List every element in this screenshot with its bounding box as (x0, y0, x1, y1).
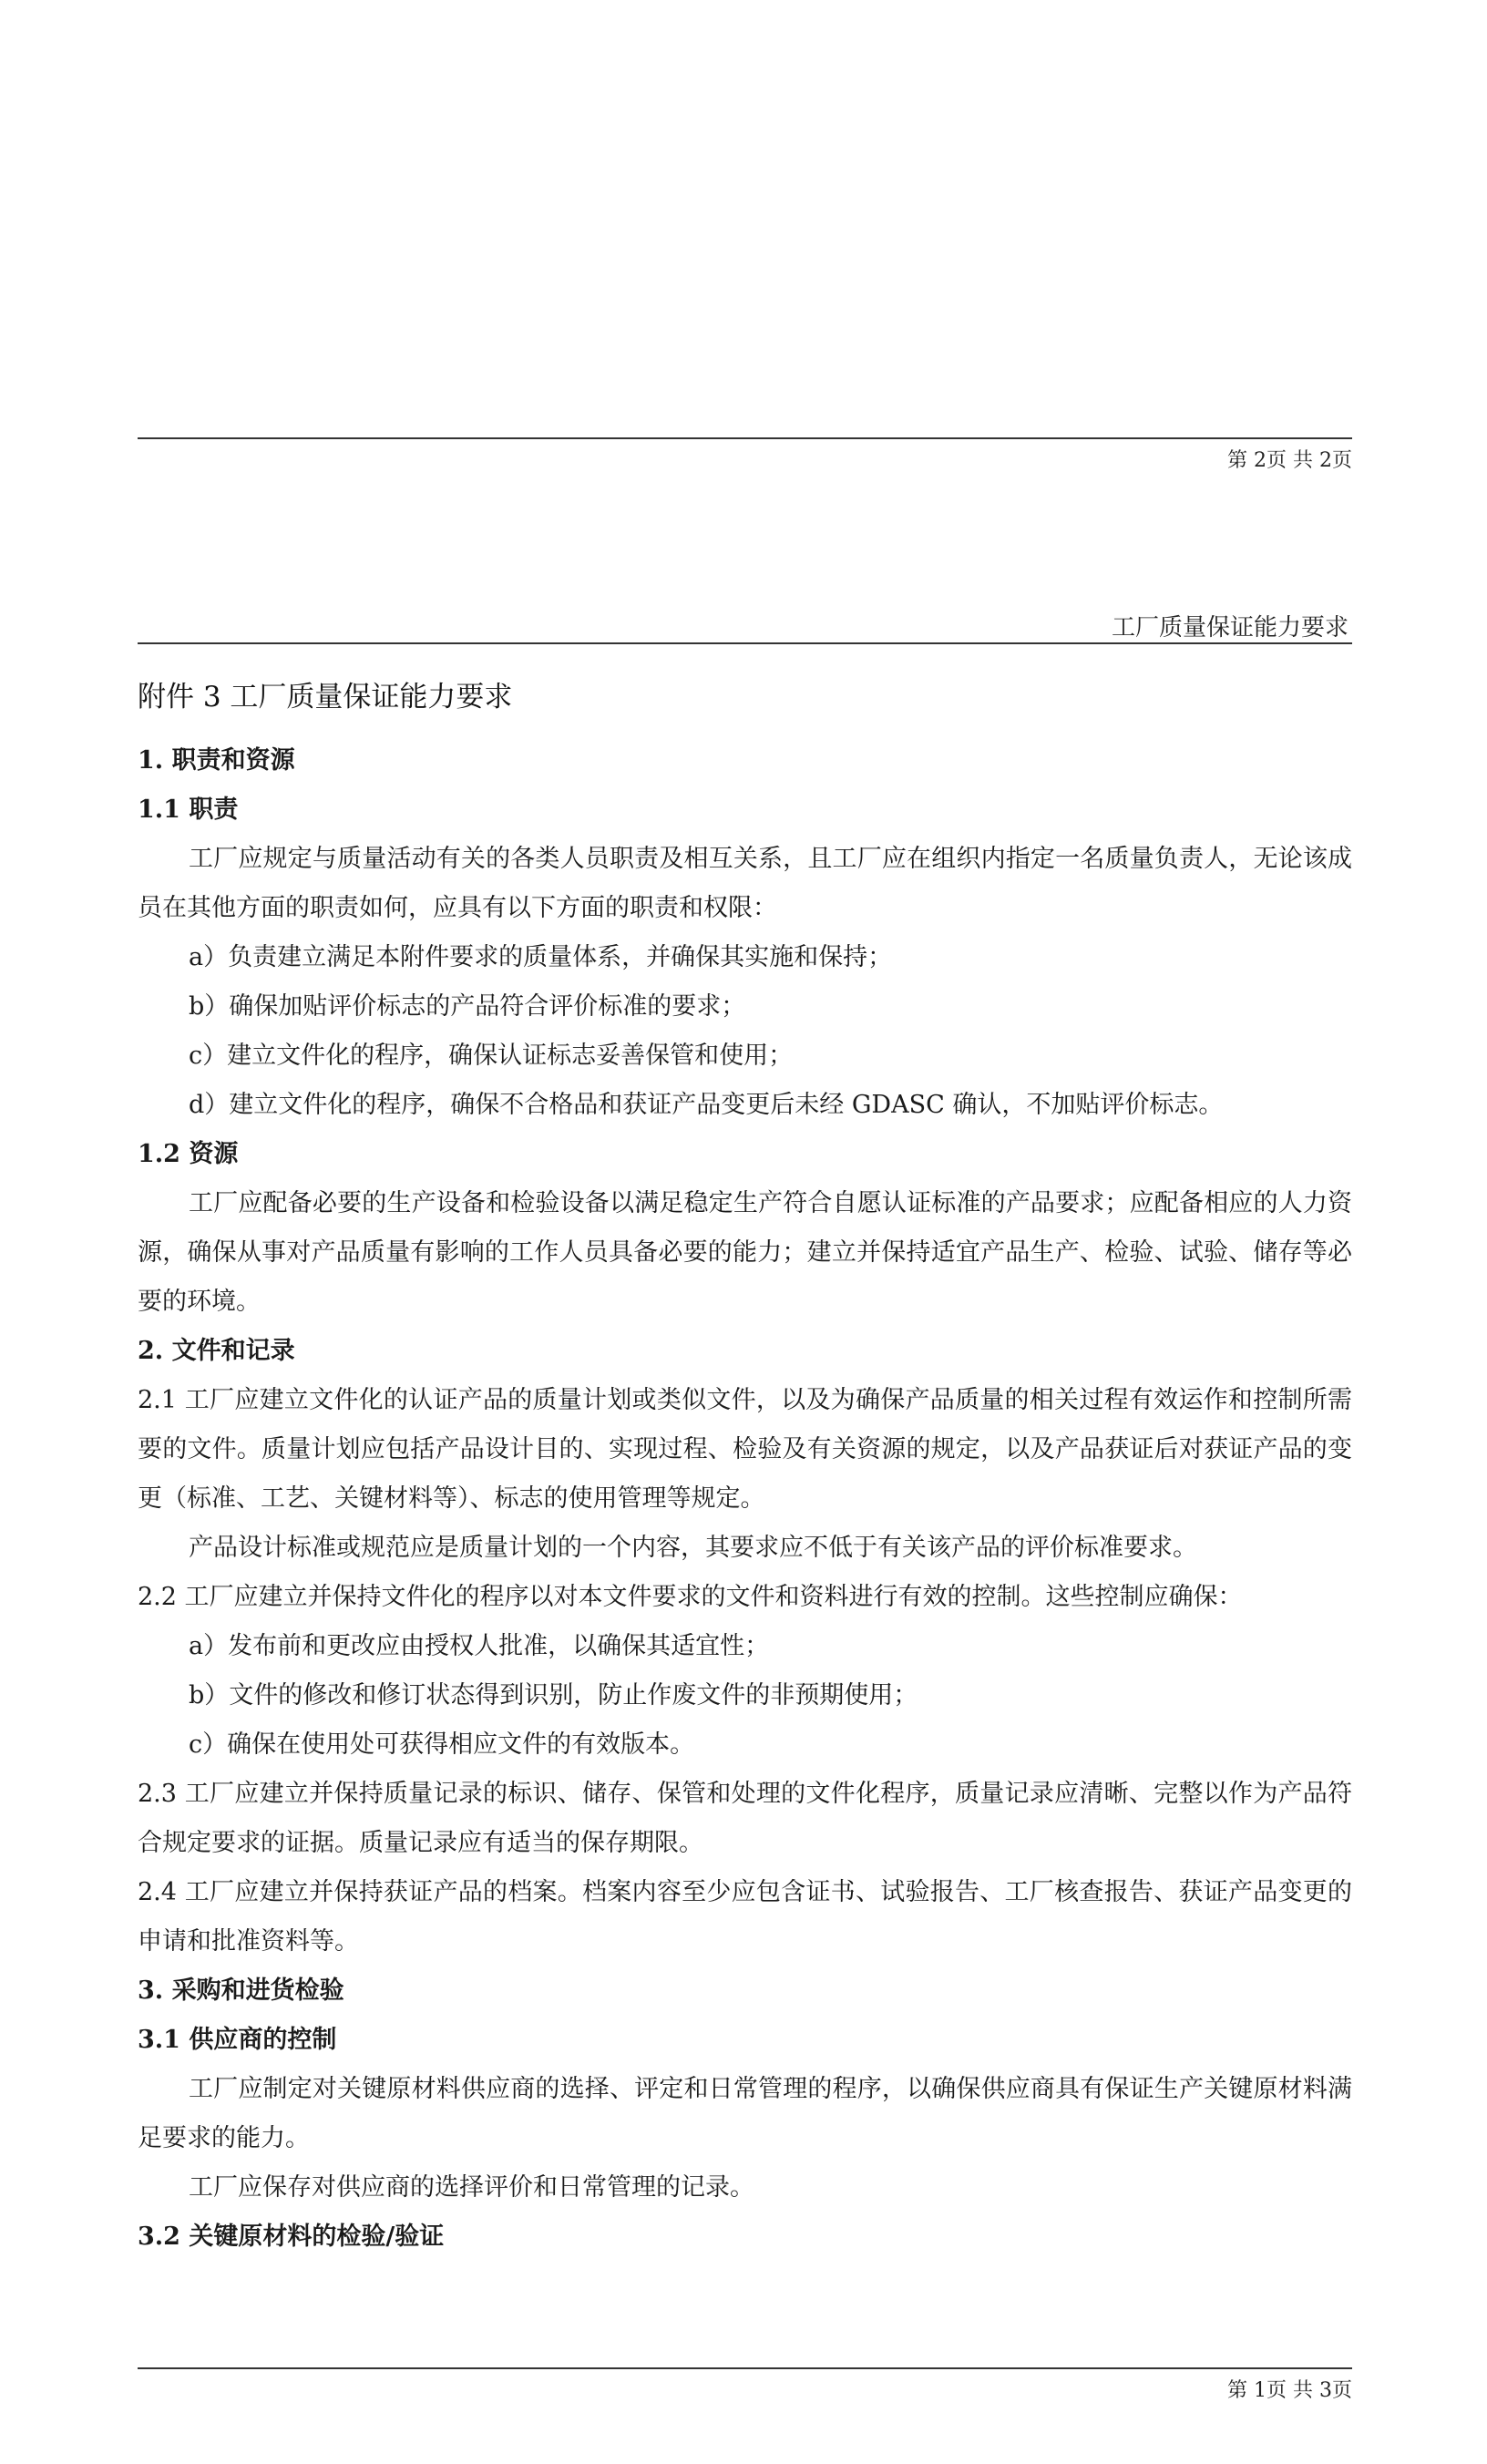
list-item: c）确保在使用处可获得相应文件的有效版本。 (189, 1730, 695, 1759)
section-1-1-heading: 1.1 职责 (138, 796, 239, 824)
prev-page-footer-page-number: 第 2页 共 2页 (1227, 449, 1352, 472)
section-3-1-paragraph: 工厂应制定对关键原材料供应商的选择、评定和日常管理的程序，以确保供应商具有保证生产关键原材料满足要求的能力。 (138, 2075, 1352, 2152)
section-2-4-paragraph: 2.4 工厂应建立并保持获证产品的档案。档案内容至少应包含证书、试验报告、工厂核查报告、获证产品变更的申请和批准资料等。 (138, 1878, 1352, 1956)
footer-page-number: 第 1页 共 3页 (1227, 2379, 1352, 2402)
section-2-3-paragraph: 2.3 工厂应建立并保持质量记录的标识、储存、保管和处理的文件化程序，质量记录应清晰、完整以作为产品符合规定要求的证据。质量记录应有适当的保存期限。 (138, 1780, 1352, 1857)
document-title: 附件 3 工厂质量保证能力要求 (138, 681, 513, 714)
list-item: d）建立文件化的程序，确保不合格品和获证产品变更后未经 GDASC 确认，不加贴评价标志。 (189, 1091, 1224, 1119)
section-3-1-paragraph-2: 工厂应保存对供应商的选择评价和日常管理的记录。 (189, 2173, 754, 2202)
section-1-2-paragraph: 工厂应配备必要的生产设备和检验设备以满足稳定生产符合自愿认证标准的产品要求；应配备相应的人力资源，确保从事对产品质量有影响的工作人员具备必要的能力；建立并保持适宜产品生产、检验、试验、储存等必要的环境。 (138, 1189, 1352, 1316)
section-3-2-heading: 3.2 关键原材料的检验/验证 (138, 2223, 445, 2251)
list-item: a）发布前和更改应由授权人批准，以确保其适宜性； (189, 1632, 770, 1660)
list-item: b）确保加贴评价标志的产品符合评价标准的要求； (189, 992, 746, 1021)
header-rule (138, 642, 1352, 644)
section-3-1-heading: 3.1 供应商的控制 (138, 2026, 337, 2054)
section-2-heading: 2. 文件和记录 (138, 1337, 295, 1365)
list-item: a）负责建立满足本附件要求的质量体系，并确保其实施和保持； (189, 943, 893, 971)
section-3-heading: 3. 采购和进货检验 (138, 1976, 344, 2005)
list-item: c）建立文件化的程序，确保认证标志妥善保管和使用； (189, 1042, 794, 1070)
list-item: b）文件的修改和修订状态得到识别，防止作废文件的非预期使用； (189, 1681, 918, 1709)
section-1-2-heading: 1.2 资源 (138, 1140, 239, 1168)
section-2-1-paragraph: 2.1 工厂应建立文件化的认证产品的质量计划或类似文件，以及为确保产品质量的相关过程有效运作和控制所需要的文件。质量计划应包括产品设计目的、实现过程、检验及有关资源的规定，以及产品获证后对获证产品的变更（标准、工艺、关键材料等）、标志的使用管理等规定。 (138, 1386, 1352, 1513)
section-1-1-paragraph: 工厂应规定与质量活动有关的各类人员职责及相互关系，且工厂应在组织内指定一名质量负责人，无论该成员在其他方面的职责如何，应具有以下方面的职责和权限： (138, 845, 1352, 922)
section-1-heading: 1. 职责和资源 (138, 746, 295, 775)
running-header: 工厂质量保证能力要求 (1111, 614, 1349, 642)
section-2-1-note: 产品设计标准或规范应是质量计划的一个内容，其要求应不低于有关该产品的评价标准要求。 (189, 1534, 1197, 1562)
footer-rule (138, 2367, 1352, 2369)
prev-page-footer-rule (138, 437, 1352, 439)
document-body (138, 676, 1352, 2262)
section-2-2-paragraph: 2.2 工厂应建立并保持文件化的程序以对本文件要求的文件和资料进行有效的控制。这些控制应确保： (138, 1583, 1243, 1611)
